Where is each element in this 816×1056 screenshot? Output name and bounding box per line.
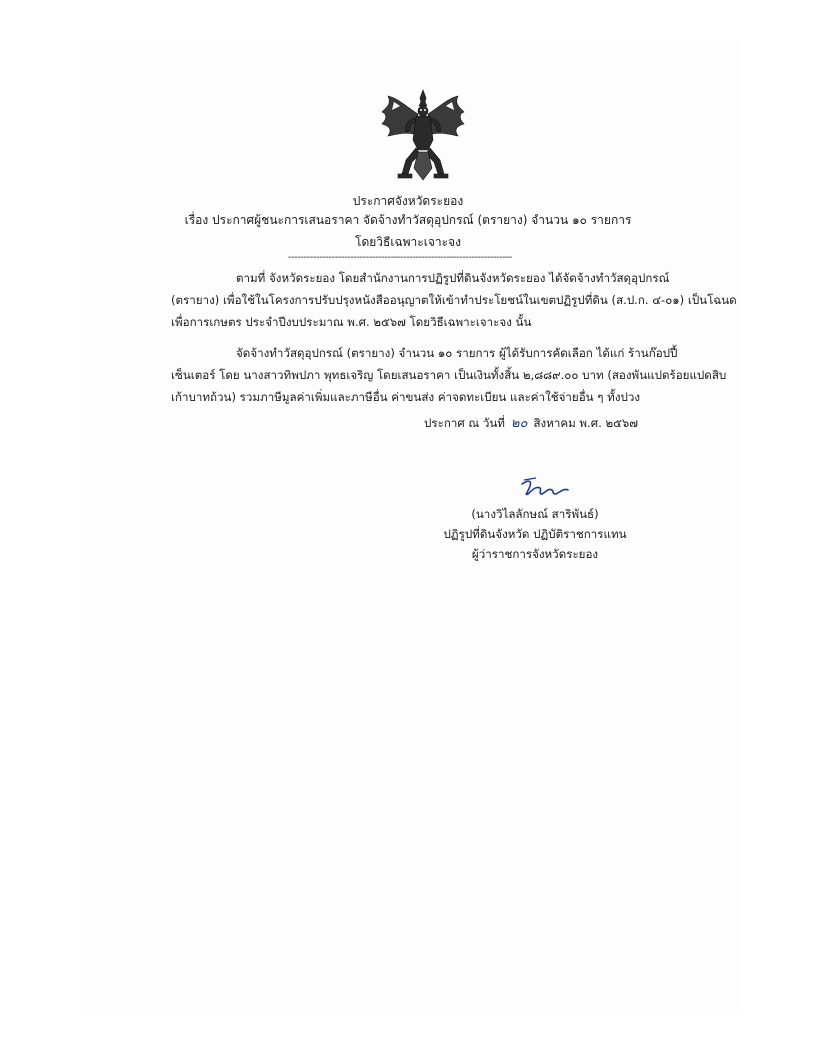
- paragraph2-line1: จัดจ้างทำวัสดุอุปกรณ์ (ตรายาง) จำนวน ๑๐ รายการ ผู้ได้รับการคัดเลือก ได้แก่ ร้านก๊อปปี้: [236, 346, 678, 360]
- paragraph1-line1: ตามที่ จังหวัดระยอง โดยสำนักงานการปฏิรูปที่ดินจังหวัดระยอง ได้จัดจ้างทำวัสดุอุปกรณ์: [236, 271, 670, 285]
- announcement-title: ประกาศจังหวัดระยอง: [352, 194, 464, 208]
- paragraph1-line3: เพื่อการเกษตร ประจำปีงบประมาณ พ.ศ. ๒๕๖๗ โดยวิธีเฉพาะเจาะจง นั้น: [171, 315, 532, 329]
- announcement-date: [424, 414, 638, 433]
- date-suffix: สิงหาคม พ.ศ. ๒๕๖๗: [533, 416, 638, 430]
- signatory-position-1: ปฏิรูปที่ดินจังหวัด ปฏิบัติราชการแทน: [443, 527, 627, 541]
- paragraph2-line2: เซ็นเตอร์ โดย นางสาวทิพปภา พุทธเจริญ โดยเสนอราคา เป็นเงินทั้งสิ้น ๒,๘๘๙.๐๐ บาท (สองพันแปดร้อยแปดสิบ: [171, 368, 727, 382]
- announcement-subject: เรื่อง ประกาศผู้ชนะการเสนอราคา จัดจ้างทำวัสดุอุปกรณ์ (ตรายาง) จำนวน ๑๐ รายการ: [184, 213, 632, 227]
- paragraph1-line2: (ตรายาง) เพื่อใช้ในโครงการปรับปรุงหนังสืออนุญาตให้เข้าทำประโยชน์ในเขตปฏิรูปที่ดิน (ส.ป.ก. ๔-๐๑) เป็นโฉนด: [171, 293, 737, 307]
- date-day-handwritten: ๒๐: [510, 416, 528, 431]
- paragraph2-line3: เก้าบาทถ้วน) รวมภาษีมูลค่าเพิ่มและภาษีอื่น ค่าขนส่ง ค่าจดทะเบียน และค่าใช้จ่ายอื่น ๆ ทั้งปวง: [171, 390, 641, 404]
- procurement-method: โดยวิธีเฉพาะเจาะจง: [355, 235, 461, 249]
- divider: ------------------------------------------------------------------------: [288, 252, 512, 263]
- date-prefix: ประกาศ ณ วันที่: [424, 416, 505, 430]
- signatory-position-2: ผู้ว่าราชการจังหวัดระยอง: [471, 547, 599, 561]
- signatory-name: (นางวิไลลักษณ์ สาริพันธ์): [471, 507, 599, 521]
- signature-icon: [518, 476, 572, 502]
- garuda-emblem-icon: [378, 88, 468, 184]
